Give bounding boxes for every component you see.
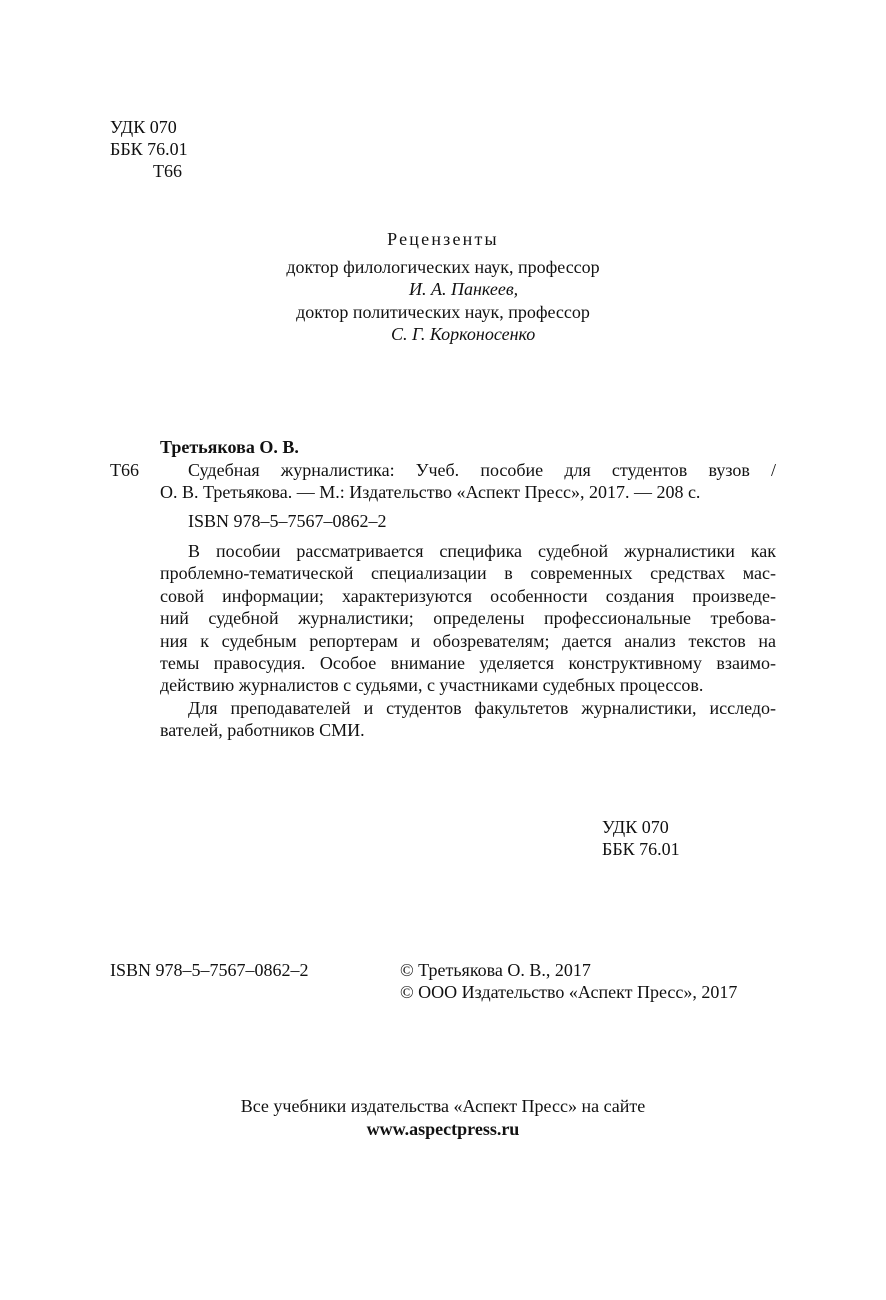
reviewer-1-title: доктор филологических наук, профессор bbox=[286, 257, 600, 277]
reviewer-2-name: С. Г. Корконосенко bbox=[391, 324, 536, 344]
udk-code-top: УДК 070 bbox=[110, 117, 177, 137]
author-mark-top: Т66 bbox=[153, 161, 182, 181]
catalog-publisher-line: О. В. Третьякова. — М.: Издательство «Аспект Пресс», 2017. — 208 с. bbox=[160, 482, 701, 502]
annotation-line: темы правосудия. Особое внимание уделяется конструктивному взаимо- bbox=[160, 653, 776, 674]
isbn-bottom: ISBN 978–5–7567–0862–2 bbox=[110, 960, 309, 980]
reviewer-1-name: И. А. Панкеев, bbox=[409, 279, 519, 299]
annotation-line: действию журналистов с судьями, с участниками судебных процессов. bbox=[160, 675, 704, 696]
catalog-author: Третьякова О. В. bbox=[160, 437, 299, 457]
reviewers-heading: Рецензенты bbox=[387, 229, 499, 249]
annotation-line: ний судебной журналистики; определены профессиональные требова- bbox=[160, 608, 776, 629]
annotation-line: ния к судебным репортерам и обозревателям; дается анализ текстов на bbox=[160, 630, 776, 651]
footer-url[interactable]: www.aspectpress.ru bbox=[366, 1119, 520, 1139]
annotation-line: проблемно-тематической специализации в современных средствах мас- bbox=[160, 563, 776, 584]
reviewer-2-title: доктор политических наук, профессор bbox=[296, 302, 590, 322]
copyright-author: © Третьякова О. В., 2017 bbox=[400, 960, 591, 980]
annotation-line: Для преподавателей и студентов факультетов журналистики, исследо- bbox=[188, 697, 776, 718]
footer-text: Все учебники издательства «Аспект Пресс» на сайте bbox=[240, 1096, 646, 1116]
bbk-code-bottom: ББК 76.01 bbox=[602, 839, 680, 859]
catalog-isbn: ISBN 978–5–7567–0862–2 bbox=[188, 511, 387, 531]
catalog-author-mark: Т66 bbox=[110, 460, 139, 480]
annotation-line: вателей, работников СМИ. bbox=[160, 720, 365, 741]
catalog-title-line: Судебная журналистика: Учеб. пособие для студентов вузов / bbox=[188, 460, 776, 480]
udk-code-bottom: УДК 070 bbox=[602, 817, 669, 837]
bbk-code-top: ББК 76.01 bbox=[110, 139, 188, 159]
annotation-line: совой информации; характеризуются особенности создания произведе- bbox=[160, 585, 776, 606]
annotation-line: В пособии рассматривается специфика судебной журналистики как bbox=[188, 541, 776, 561]
annotation bbox=[160, 540, 776, 742]
copyright-publisher: © ООО Издательство «Аспект Пресс», 2017 bbox=[400, 982, 738, 1002]
